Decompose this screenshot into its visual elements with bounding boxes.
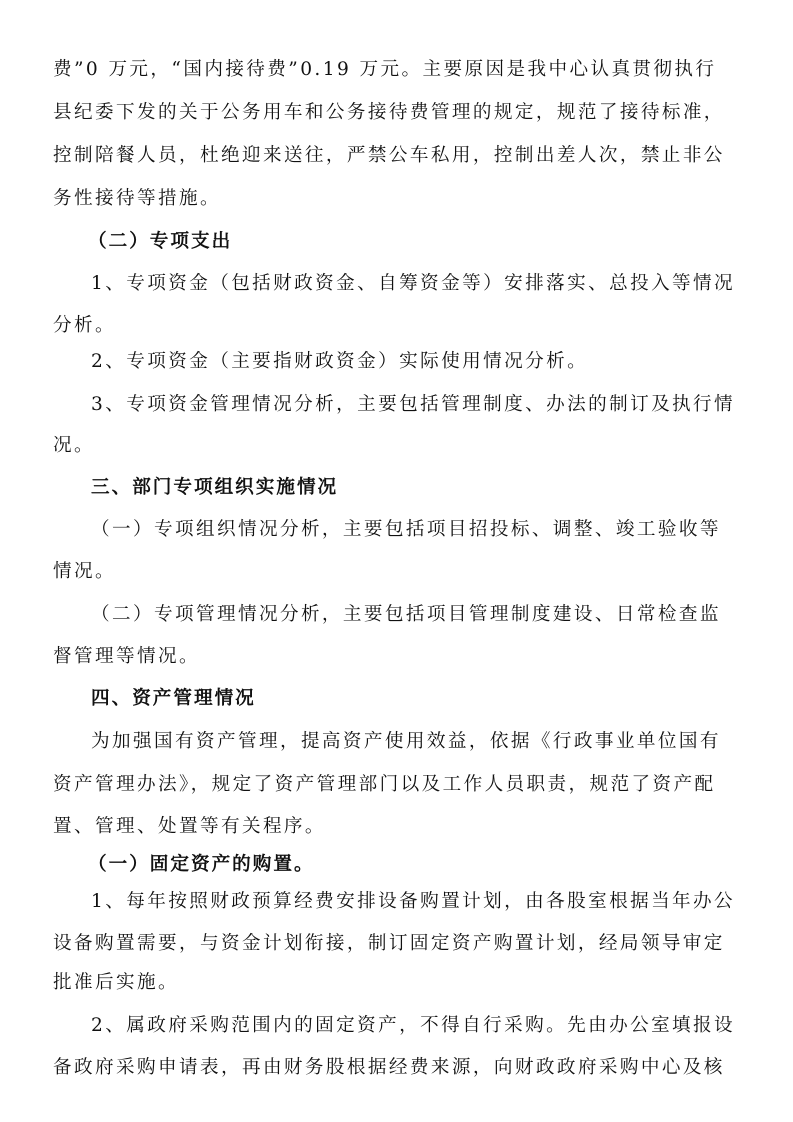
paragraph-line: 为加强国有资产管理，提高资产使用效益，依据《行政事业单位国有 (91, 731, 721, 752)
paragraph-line: 分析。 (53, 315, 116, 336)
paragraph-line: 批准后实施。 (53, 972, 179, 993)
section-heading: （一）固定资产的购置。 (88, 854, 315, 875)
paragraph-line: 1、每年按照财政预算经费安排设备购置计划，由各股室根据当年办公 (91, 891, 736, 912)
paragraph-line: 置、管理、处置等有关程序。 (53, 816, 326, 837)
section-heading: 四、资产管理情况 (91, 688, 256, 709)
paragraph-line: 费”0 万元，“国内接待费”0.19 万元。主要原因是我中心认真贯彻执行 (53, 59, 717, 80)
paragraph-line: 2、专项资金（主要指财政资金）实际使用情况分析。 (91, 351, 589, 372)
paragraph-line: 县纪委下发的关于公务用车和公务接待费管理的规定，规范了接待标准， (53, 102, 725, 123)
paragraph-line: 1、专项资金（包括财政资金、自筹资金等）安排落实、总投入等情况 (91, 273, 736, 294)
paragraph-line: 资产管理办法》，规定了资产管理部门以及工作人员职责，规范了资产配 (53, 774, 716, 795)
paragraph-line: 控制陪餐人员，杜绝迎来送往，严禁公车私用，控制出差人次，禁止非公 (53, 145, 725, 166)
paragraph-line: 督管理等情况。 (53, 646, 200, 667)
paragraph-line: 况。 (53, 435, 95, 456)
paragraph-line: （一）专项组织情况分析，主要包括项目招投标、调整、竣工验收等 (91, 519, 721, 540)
paragraph-line: 务性接待等措施。 (53, 188, 221, 209)
paragraph-line: 备政府采购申请表，再由财务股根据经费来源，向财政政府采购中心及核 (53, 1057, 725, 1078)
section-heading: 三、部门专项组织实施情况 (91, 477, 339, 498)
paragraph-line: （二）专项管理情况分析，主要包括项目管理制度建设、日常检查监 (91, 604, 721, 625)
section-heading: （二）专项支出 (88, 231, 233, 252)
paragraph-line: 设备购置需要，与资金计划衔接，制订固定资产购置计划，经局领导审定 (53, 933, 725, 954)
paragraph-line: 情况。 (53, 561, 116, 582)
paragraph-line: 2、属政府采购范围内的固定资产，不得自行采购。先由办公室填报设 (91, 1015, 736, 1036)
paragraph-line: 3、专项资金管理情况分析，主要包括管理制度、办法的制订及执行情 (91, 394, 736, 415)
